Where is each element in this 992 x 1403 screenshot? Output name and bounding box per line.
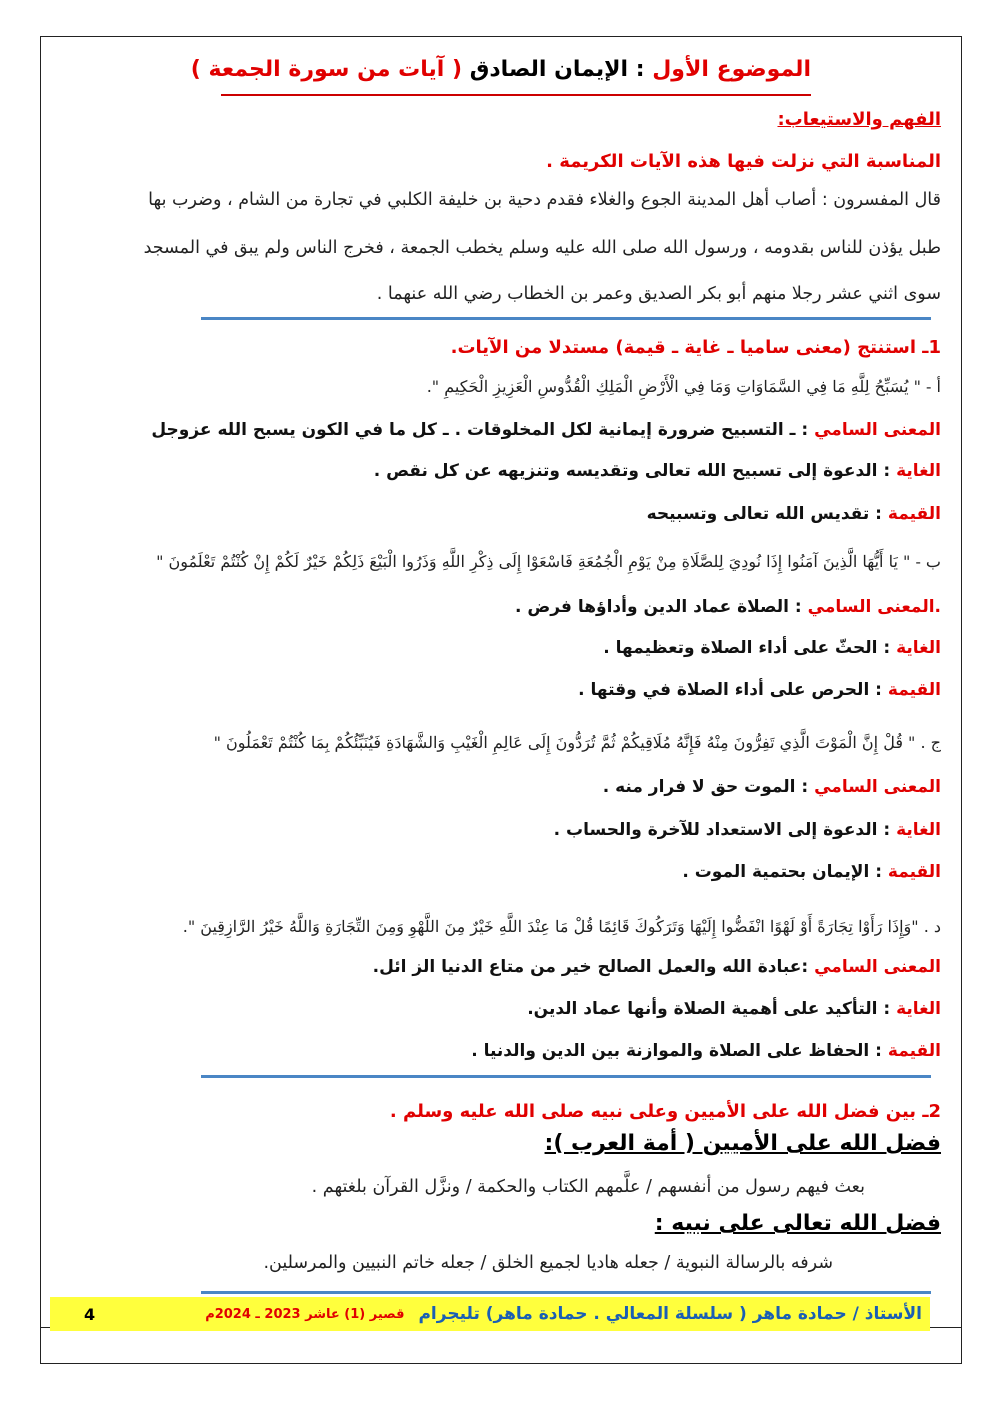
verse-a: أ - " يُسَبِّحُ لِلَّهِ مَا فِي السَّمَاوَاتِ وَمَا فِي الْأَرْضِ الْمَلِكِ الْقُدُّوسِ الْعَزِيزِ الْحَكِيمِ ".	[426, 377, 941, 396]
meaning-text: : ـ التسبيح ضرورة إيمانية لكل المخلوقات . ـ كل ما في الكون يسبح الله عزوجل	[151, 420, 815, 440]
prophet-text: شرفه بالرسالة النبوية / جعله هاديا لجميع الخلق / جعله خاتم النبيين والمرسلين.	[263, 1253, 833, 1273]
verse-c: ج . " قُلْ إِنَّ الْمَوْتَ الَّذِي تَفِرُّونَ مِنْهُ فَإِنَّهُ مُلَاقِيكُمْ ثُمَّ تُرَدُّونَ إِلَى عَالِمِ الْغَيْبِ وَالشَّهَادَةِ فَيُنَبِّئُكُمْ بِمَا كُنْتُمْ تَعْمَلُونَ "	[213, 733, 941, 752]
goal-a	[55, 461, 941, 481]
value-d	[55, 1041, 941, 1061]
goal-text: : التأكيد على أهمية الصلاة وأنها عماد الدين.	[527, 999, 897, 1019]
occasion-line-1: قال المفسرون : أصاب أهل المدينة الجوع والغلاء فقدم دحية بن خليفة الكلبي في تجارة من الشام ، وضرب بها	[148, 190, 941, 210]
verse-d: د . "وَإِذَا رَأَوْا تِجَارَةً أَوْ لَهْوًا انْفَضُّوا إِلَيْهَا وَتَرَكُوكَ قَائِمًا قُلْ مَا عِنْدَ اللَّهِ خَيْرٌ مِنَ اللَّهْوِ وَمِنَ التِّجَارَةِ وَاللَّهُ خَيْرُ الرَّازِقِينَ ".	[182, 917, 941, 936]
goal-d	[55, 999, 941, 1019]
value-a	[55, 504, 941, 524]
surah-name: ( آيات من سورة الجمعة )	[190, 57, 463, 82]
page-number: 4	[84, 1304, 96, 1324]
title-separator: :	[635, 57, 645, 82]
page-title	[191, 57, 811, 82]
value-c	[55, 862, 941, 882]
q2-heading: 2ـ بين فضل الله على الأميين وعلى نبيه صلى الله عليه وسلم .	[389, 1101, 941, 1122]
meaning-c	[55, 777, 941, 797]
section-divider	[201, 1291, 931, 1294]
goal-c	[55, 820, 941, 840]
q1-heading: 1ـ استنتج (معنى ساميا ـ غاية ـ قيمة) مستدلا من الآيات.	[450, 337, 941, 358]
meaning-label: المعنى السامي	[814, 957, 941, 977]
verse-b: ب - " يَا أَيُّهَا الَّذِينَ آمَنُوا إِذَا نُودِيَ لِلصَّلَاةِ مِنْ يَوْمِ الْجُمُعَةِ فَاسْعَوْا إِلَى ذِكْرِ اللَّهِ وَذَرُوا الْبَيْعَ ذَلِكُمْ خَيْرٌ لَكُمْ إِنْ كُنْتُمْ تَعْلَمُونَ "	[156, 552, 941, 571]
meaning-text: : الموت حق لا فرار منه .	[602, 777, 815, 797]
occasion-line-3: سوى اثني عشر رجلا منهم أبو بكر الصديق وعمر بن الخطاب رضي الله عنهما .	[376, 284, 941, 304]
occasion-heading: المناسبة التي نزلت فيها هذه الآيات الكريمة .	[546, 151, 941, 172]
footer-author: الأستاذ / حمادة ماهر ( سلسلة المعالي . حمادة ماهر) تليجرام	[418, 1304, 922, 1324]
section-divider	[201, 317, 931, 320]
goal-label: الغاية	[896, 461, 941, 481]
meaning-a	[55, 420, 941, 440]
comprehension-heading: الفهم والاستيعاب:	[777, 109, 941, 130]
meaning-text: :عبادة الله والعمل الصالح خير من متاع الدنيا الز ائل.	[372, 957, 815, 977]
meaning-b	[55, 597, 941, 617]
ummiyin-heading: فضل الله على الأميين ( أمة العرب ):	[544, 1131, 941, 1156]
footer-year: قصير (1) عاشر 2023 ـ 2024م	[205, 1306, 405, 1322]
value-b	[55, 680, 941, 700]
goal-b	[55, 638, 941, 658]
goal-text: : الحثّ على أداء الصلاة وتعظيمها .	[603, 638, 897, 658]
meaning-d	[55, 957, 941, 977]
document-page	[40, 36, 962, 1364]
goal-label: الغاية	[896, 638, 941, 658]
prophet-heading: فضل الله تعالى على نبيه :	[654, 1211, 941, 1236]
goal-text: : الدعوة إلى تسبيح الله تعالى وتقديسه وتنزيهه عن كل نقص .	[373, 461, 897, 481]
ummiyin-text: بعث فيهم رسول من أنفسهم / علَّمهم الكتاب والحكمة / ونزَّل القرآن بلغتهم .	[311, 1177, 865, 1197]
goal-label: الغاية	[896, 999, 941, 1019]
value-label: القيمة	[887, 1041, 941, 1061]
value-text: : الحفاظ على الصلاة والموازنة بين الدين والدنيا .	[471, 1041, 888, 1061]
value-text: : تقديس الله تعالى وتسبيحه	[646, 504, 888, 524]
title-underline	[221, 94, 811, 96]
topic-title: الإيمان الصادق	[469, 57, 629, 82]
value-text: : الإيمان بحتمية الموت .	[682, 862, 888, 882]
value-label: القيمة	[887, 680, 941, 700]
meaning-label: المعنى السامي	[814, 777, 941, 797]
goal-text: : الدعوة إلى الاستعداد للآخرة والحساب .	[553, 820, 897, 840]
topic-label: الموضوع الأول	[652, 57, 811, 82]
section-divider	[201, 1075, 931, 1078]
value-label: القيمة	[887, 862, 941, 882]
footer-bar	[50, 1297, 930, 1331]
meaning-text: : الصلاة عماد الدين وأداؤها فرض .	[514, 597, 808, 617]
meaning-label: .المعنى السامي	[807, 597, 941, 617]
value-text: : الحرص على أداء الصلاة في وقتها .	[578, 680, 888, 700]
goal-label: الغاية	[896, 820, 941, 840]
occasion-line-2: طبل يؤذن للناس بقدومه ، ورسول الله صلى الله عليه وسلم يخطب الجمعة ، فخرج الناس ولم يبق في المسجد	[143, 238, 941, 258]
meaning-label: المعنى السامي	[814, 420, 941, 440]
value-label: القيمة	[887, 504, 941, 524]
